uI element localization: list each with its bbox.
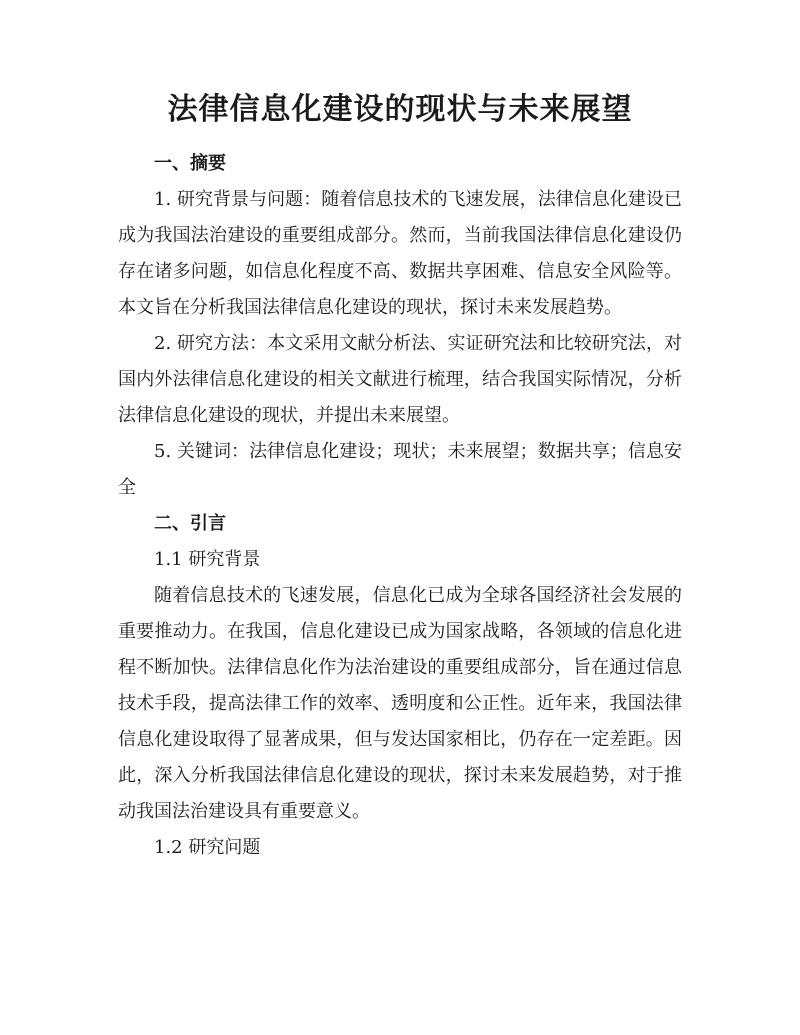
document-body [118, 146, 682, 866]
document-title: 法律信息化建设的现状与未来展望 [167, 92, 633, 127]
introduction-paragraph-background: 随着信息技术的飞速发展，信息化已成为全球各国经济社会发展的重要推动力。在我国，信息化建设已成为国家战略，各领域的信息化进程不断加快。法律信息化作为法治建设的重要组成部分，旨在通过信息技术手段，提高法律工作的效率、透明度和公正性。近年来，我国法律信息化建设取得了显著成果，但与发达国家相比，仍存在一定差距。因此，深入分析我国法律信息化建设的现状，探讨未来发展趋势，对于推动我国法治建设具有重要意义。 [118, 585, 682, 822]
section-heading-abstract: 一、摘要 [154, 153, 226, 174]
abstract-paragraph-methods: 2. 研究方法：本文采用文献分析法、实证研究法和比较研究法，对国内外法律信息化建设的相关文献进行梳理，结合我国实际情况，分析法律信息化建设的现状，并提出未来展望。 [118, 333, 682, 426]
subsection-heading-research-questions: 1.2 研究问题 [154, 837, 261, 858]
subsection-heading-background: 1.1 研究背景 [154, 549, 261, 570]
abstract-paragraph-background: 1. 研究背景与问题：随着信息技术的飞速发展，法律信息化建设已成为我国法治建设的重要组成部分。然而，当前我国法律信息化建设仍存在诸多问题，如信息化程度不高、数据共享困难、信息安全风险等。本文旨在分析我国法律信息化建设的现状，探讨未来发展趋势。 [118, 189, 682, 318]
abstract-paragraph-keywords: 5. 关键词：法律信息化建设；现状；未来展望；数据共享；信息安全 [118, 441, 682, 498]
section-heading-introduction: 二、引言 [154, 513, 226, 534]
